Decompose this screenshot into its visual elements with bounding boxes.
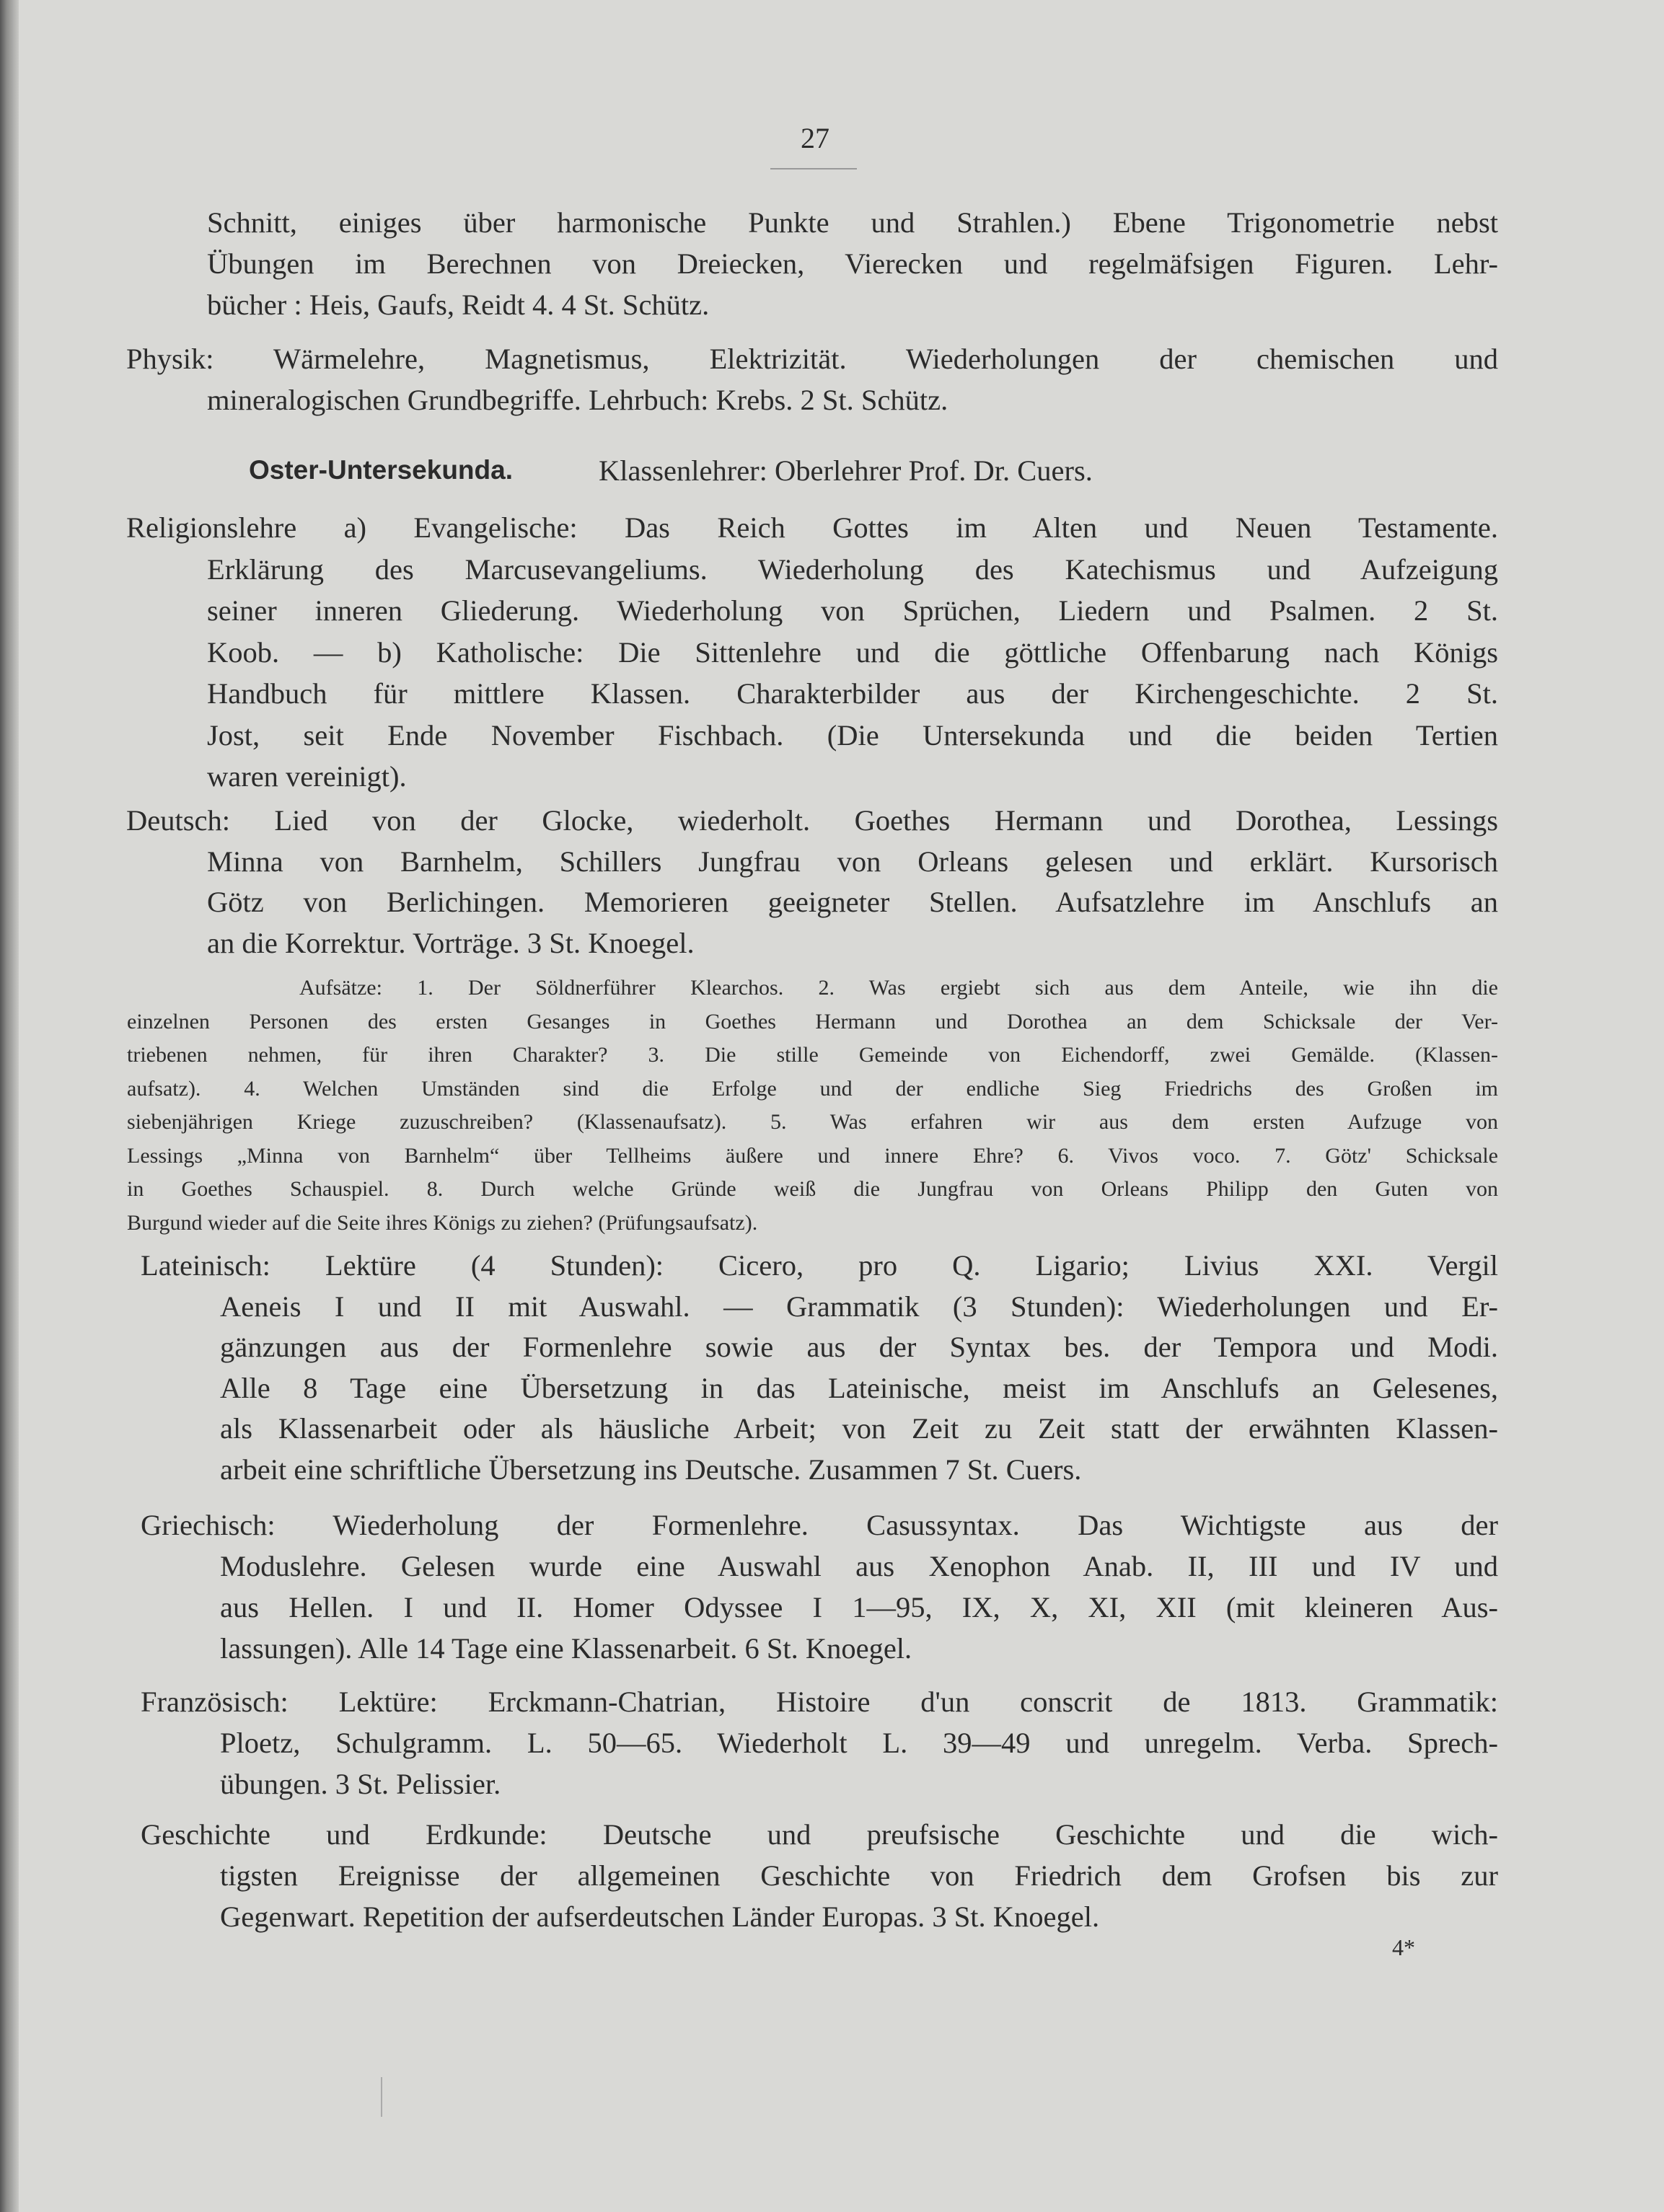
deutsch-line: an die Korrektur. Vorträge. 3 St. Knoegel. — [207, 926, 695, 959]
heading-line: Klassenlehrer: Oberlehrer Prof. Dr. Cuers. — [599, 454, 1093, 487]
geschichte-line: Geschichte und Erdkunde: Deutsche und preufsische Geschichte und die wich- — [141, 1818, 1498, 1851]
aufsaetze-line: triebenen nehmen, für ihren Charakter? 3. Die stille Gemeinde von Eichendorff, zwei Gemälde. (Klassen- — [127, 1043, 1498, 1067]
aufsaetze-line: in Goethes Schauspiel. 8. Durch welche Gründe weiß die Jungfrau von Orleans Philipp den Guten von — [127, 1177, 1498, 1201]
religion-line: seiner inneren Gliederung. Wiederholung von Sprüchen, Liedern und Psalmen. 2 St. — [207, 594, 1498, 627]
geschichte-line: Gegenwart. Repetition der aufserdeutschen Länder Europas. 3 St. Knoegel. — [220, 1900, 1100, 1933]
aufsaetze-line: siebenjährigen Kriege zuzuschreiben? (Klassenaufsatz). 5. Was erfahren wir aus dem ersten Aufzuge von — [127, 1110, 1498, 1134]
signature-mark: 4* — [1392, 1934, 1415, 1960]
franzoesisch-line: Ploetz, Schulgramm. L. 50—65. Wiederholt L. 39—49 und unregelm. Verba. Sprech- — [220, 1727, 1498, 1759]
franzoesisch-line: Französisch: Lektüre: Erckmann-Chatrian, Histoire d'un conscrit de 1813. Grammatik: — [141, 1686, 1498, 1718]
mathe-line: Übungen im Berechnen von Dreiecken, Vierecken und regelmäfsigen Figuren. Lehr- — [207, 247, 1498, 280]
aufsaetze-line: Aufsätze: 1. Der Söldnerführer Klearchos. 2. Was ergiebt sich aus dem Anteile, wie ihn die — [299, 976, 1498, 1000]
heading-line: Oster-Untersekunda. — [249, 455, 513, 485]
religion-line: Jost, seit Ende November Fischbach. (Die Untersekunda und die beiden Tertien — [207, 718, 1498, 752]
deutsch-line: Götz von Berlichingen. Memorieren geeigneter Stellen. Aufsatzlehre im Anschlufs an — [207, 886, 1498, 918]
latein-line: Lateinisch: Lektüre (4 Stunden): Cicero, pro Q. Ligario; Livius XXI. Vergil — [141, 1249, 1498, 1282]
aufsaetze-line: Burgund wieder auf die Seite ihres Königs zu ziehen? (Prüfungsaufsatz). — [127, 1210, 758, 1235]
latein-line: als Klassenarbeit oder als häusliche Arbeit; von Zeit zu Zeit statt der erwähnten Klassen- — [220, 1412, 1498, 1445]
geschichte-line: tigsten Ereignisse der allgemeinen Geschichte von Friedrich dem Grofsen bis zur — [220, 1859, 1498, 1892]
latein-line: Alle 8 Tage eine Übersetzung in das Lateinische, meist im Anschlufs an Gelesenes, — [220, 1371, 1498, 1404]
latein-line: gänzungen aus der Formenlehre sowie aus der Syntax bes. der Tempora und Modi. — [220, 1331, 1498, 1363]
page-number-rule — [770, 168, 857, 169]
religion-line: Koob. — b) Katholische: Die Sittenlehre und die göttliche Offenbarung nach Königs — [207, 635, 1498, 669]
page-number: 27 — [801, 122, 829, 154]
religion-line: waren vereinigt). — [207, 760, 407, 793]
scan-mark — [381, 2077, 382, 2117]
physik-line: Physik: Wärmelehre, Magnetismus, Elektrizität. Wiederholungen der chemischen und — [126, 343, 1498, 375]
physik-line: mineralogischen Grundbegriffe. Lehrbuch: Krebs. 2 St. Schütz. — [207, 384, 948, 416]
latein-line: Aeneis I und II mit Auswahl. — Grammatik (3 Stunden): Wiederholungen und Er- — [220, 1290, 1498, 1323]
franzoesisch-line: übungen. 3 St. Pelissier. — [220, 1768, 501, 1800]
religion-line: Handbuch für mittlere Klassen. Charakterbilder aus der Kirchengeschichte. 2 St. — [207, 677, 1498, 710]
aufsaetze-line: einzelnen Personen des ersten Gesanges in Goethes Hermann und Dorothea an dem Schicksale der Ver- — [127, 1009, 1498, 1034]
religion-line: Erklärung des Marcusevangeliums. Wiederholung des Katechismus und Aufzeigung — [207, 552, 1498, 586]
latein-line: arbeit eine schriftliche Übersetzung ins Deutsche. Zusammen 7 St. Cuers. — [220, 1453, 1082, 1486]
griechisch-line: Moduslehre. Gelesen wurde eine Auswahl aus Xenophon Anab. II, III und IV und — [220, 1550, 1498, 1582]
mathe-line: Schnitt, einiges über harmonische Punkte und Strahlen.) Ebene Trigonometrie nebst — [207, 206, 1498, 239]
mathe-line: bücher : Heis, Gaufs, Reidt 4. 4 St. Schütz. — [207, 288, 710, 321]
griechisch-line: aus Hellen. I und II. Homer Odyssee I 1—95, IX, X, XI, XII (mit kleineren Aus- — [220, 1591, 1498, 1623]
deutsch-line: Minna von Barnhelm, Schillers Jungfrau von Orleans gelesen und erklärt. Kursorisch — [207, 845, 1498, 878]
aufsaetze-line: Lessings „Minna von Barnhelm“ über Tellheims äußere und innere Ehre? 6. Vivos voco. 7. Götz' Schicksale — [127, 1143, 1498, 1168]
griechisch-line: Griechisch: Wiederholung der Formenlehre. Casussyntax. Das Wichtigste aus der — [141, 1509, 1498, 1541]
deutsch-line: Deutsch: Lied von der Glocke, wiederholt. Goethes Hermann und Dorothea, Lessings — [126, 804, 1498, 837]
religion-line: Religionslehre a) Evangelische: Das Reich Gottes im Alten und Neuen Testamente. — [126, 511, 1498, 544]
aufsaetze-line: aufsatz). 4. Welchen Umständen sind die Erfolge und der endliche Sieg Friedrichs des Großen im — [127, 1076, 1498, 1101]
griechisch-line: lassungen). Alle 14 Tage eine Klassenarbeit. 6 St. Knoegel. — [220, 1632, 912, 1665]
